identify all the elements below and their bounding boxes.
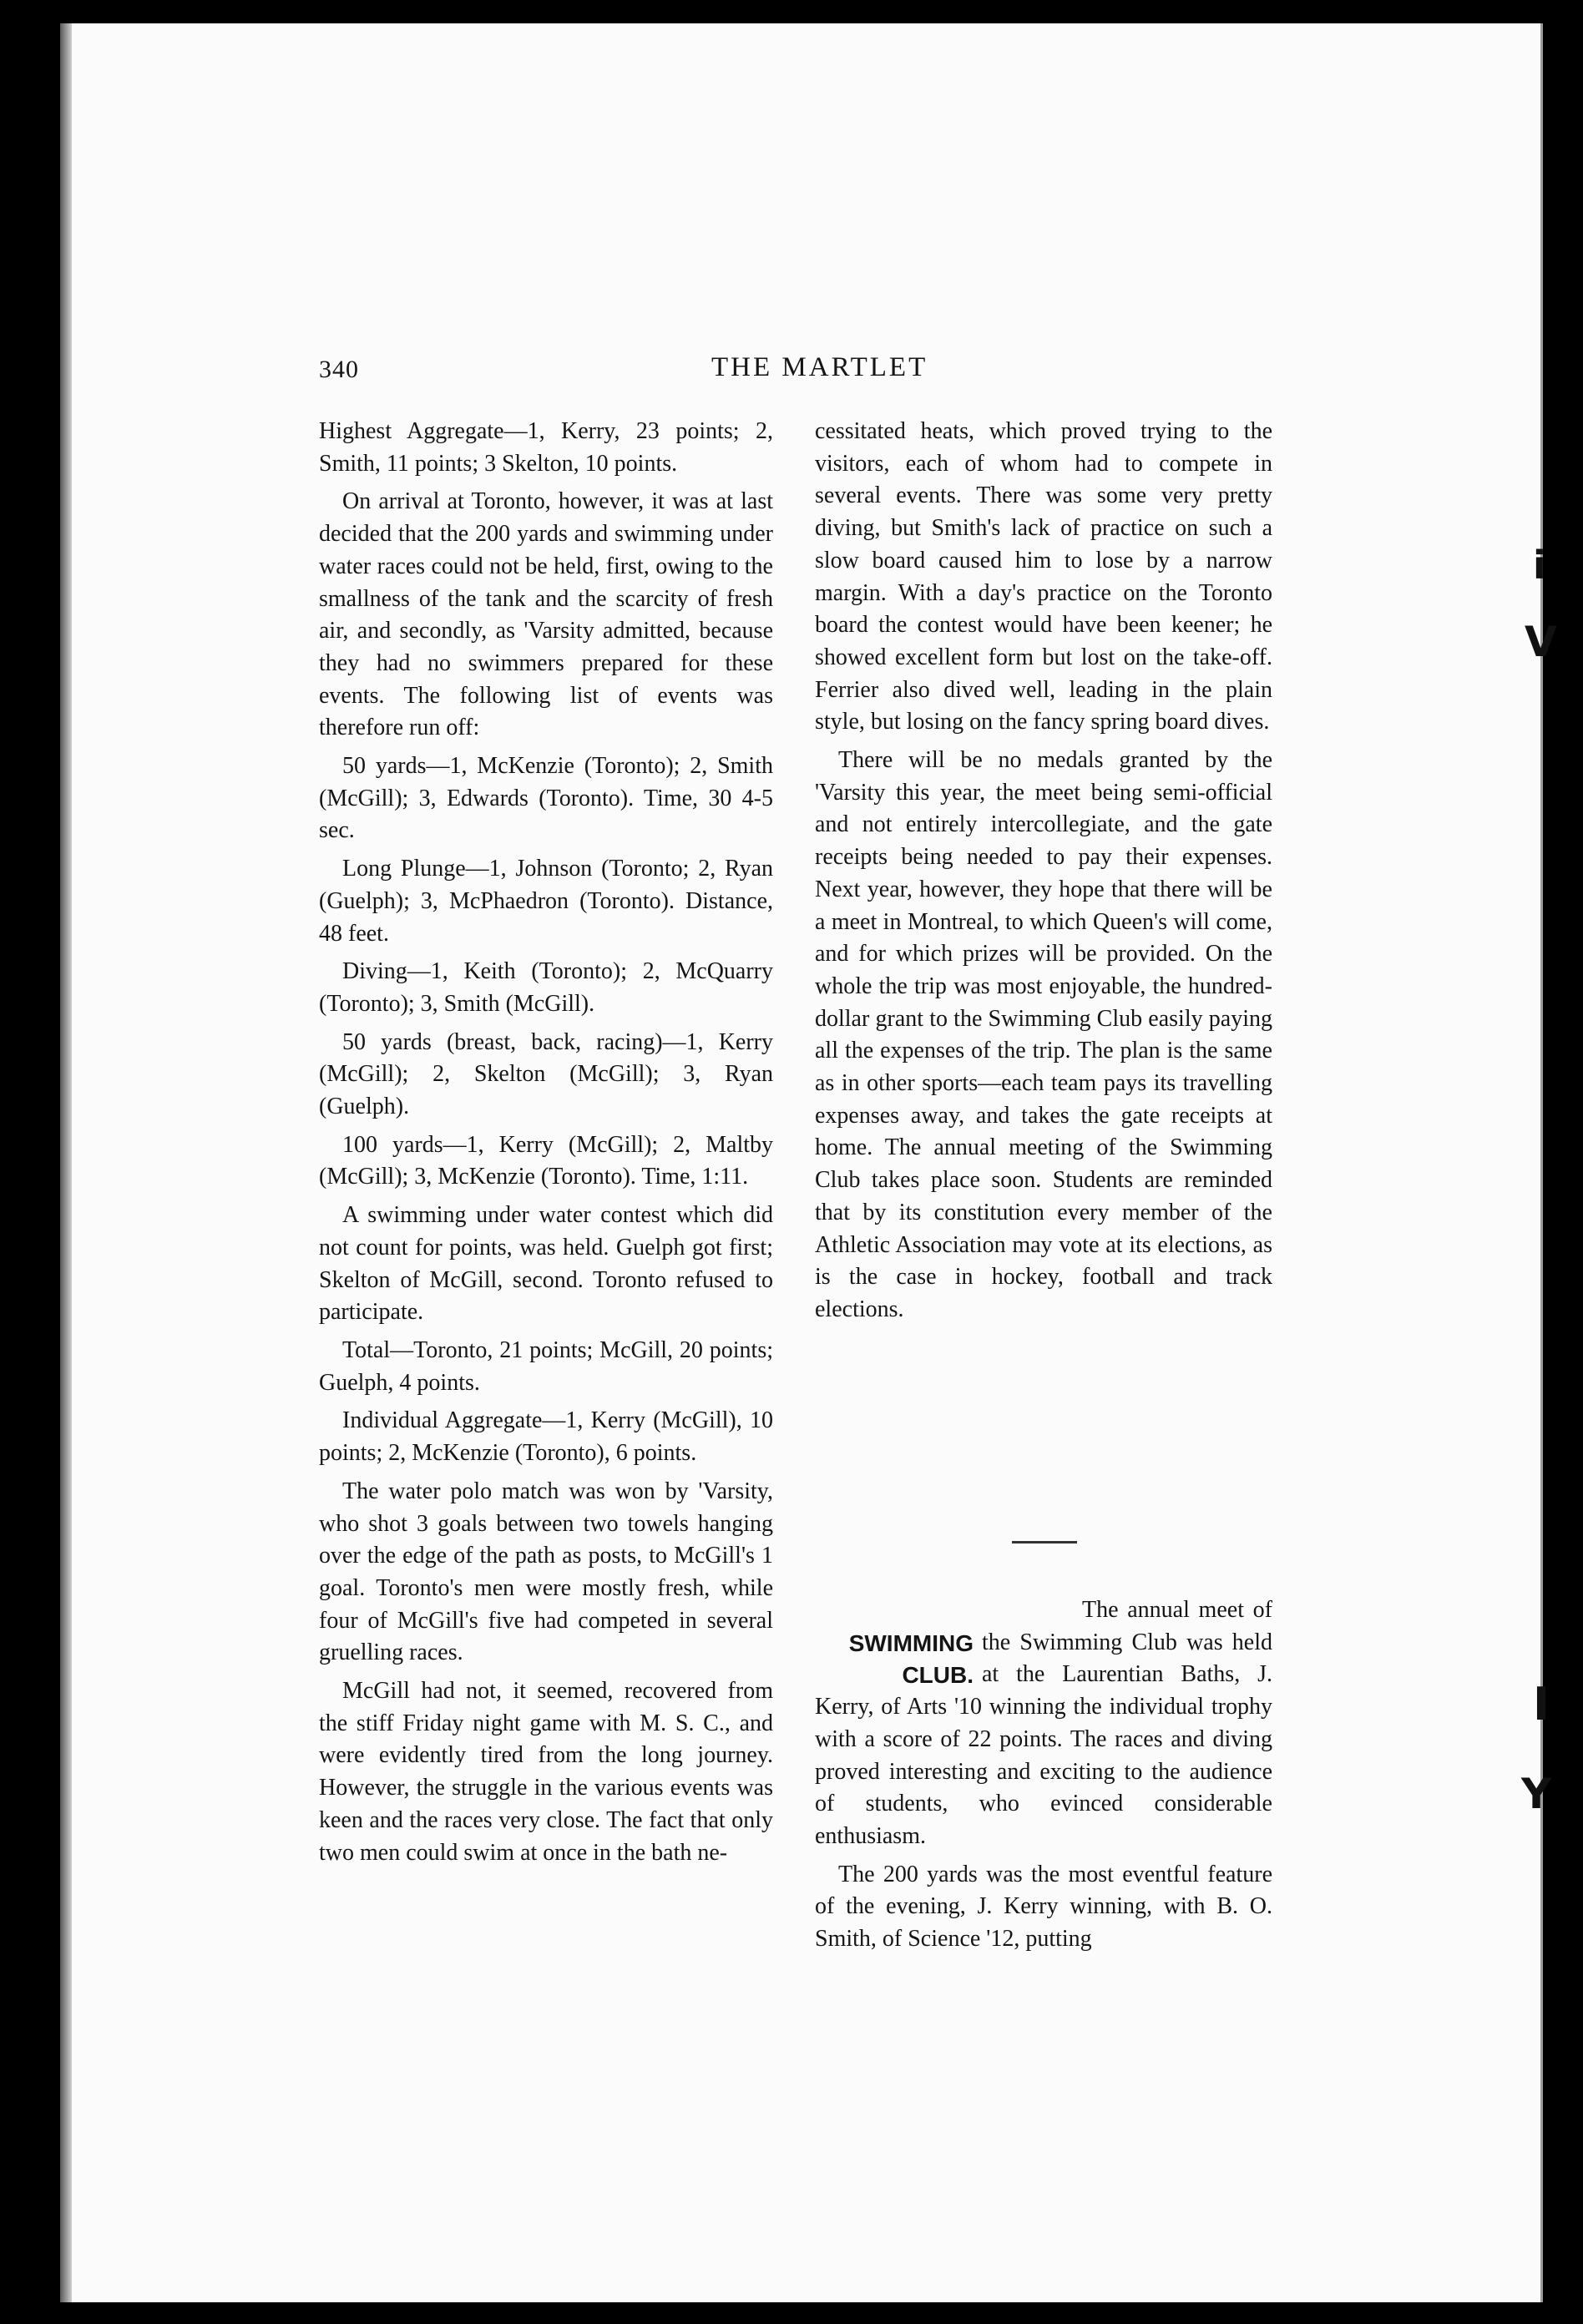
paragraph: On arrival at Toronto, however, it was at last decided that the 200 yards and swimming under water races could not be held, first, owing to the smallness of the tank and the scarcity of fresh air, and secondly, as 'Varsity admitted, because they had no swimmers prepared for these events. The following list of events was therefore run off: bbox=[319, 488, 773, 741]
margin-mark: I bbox=[1533, 1678, 1550, 1730]
margin-mark: i bbox=[1533, 543, 1546, 588]
heading-line: SWIMMING bbox=[848, 1630, 974, 1656]
page-number: 340 bbox=[319, 356, 359, 383]
paragraph: Individual Aggregate—1, Kerry (McGill), 10 points; 2, McKenzie (Toronto), 6 points. bbox=[319, 1407, 773, 1467]
paragraph: 50 yards—1, McKenzie (Toronto); 2, Smith (McGill); 3, Edwards (Toronto). Time, 30 4-5 sec. bbox=[319, 753, 773, 844]
paragraph: The 200 yards was the most eventful feature of the evening, J. Kerry winning, with B. O. Smith, of Science '12, putting bbox=[815, 1861, 1272, 1953]
paragraph: Total—Toronto, 21 points; McGill, 20 points; Guelph, 4 points. bbox=[319, 1336, 773, 1396]
running-title: THE MARTLET bbox=[711, 352, 928, 382]
paragraph: 50 yards (breast, back, racing)—1, Kerry (McGill); 2, Skelton (McGill); 3, Ryan (Guelph). bbox=[319, 1028, 773, 1120]
paragraph: The annual meet of the Swimming Club was held at the Laurentian Baths, J. Kerry, of Arts '10 winning the individual trophy with a score of 22 points. The races and diving proved interesting and exciting to the audience of students, who evinced considerable enthusiasm. bbox=[815, 1597, 1272, 1849]
paragraph: McGill had not, it seemed, recovered from the stiff Friday night game with M. S. C., and were evidently tired from the long journey. However, the struggle in the various events was keen and the races very close. The fact that only two men could swim at once in the bath ne- bbox=[319, 1678, 773, 1866]
paragraph: The water polo match was won by 'Varsity, who shot 3 goals between two towels hanging over the edge of the path as posts, to McGill's 1 goal. Toronto's men were mostly fresh, while four of McGill's five had competed in several gruelling races. bbox=[319, 1478, 773, 1666]
paragraph: There will be no medals granted by the 'Varsity this year, the meet being semi-official and not entirely intercollegiate, and the gate receipts being needed to pay their expenses. Next year, however, they hope that there will be a meet in Montreal, to which Queen's will come, and for which prizes will be provided. On the whole the trip was most enjoyable, the hundred-dollar grant to the Swimming Club easily paying all the expenses of the trip. The plan is the same as in other sports—each team pays its travelling expenses away, and takes the gate receipts at home. The annual meeting of the Swimming Club takes place soon. Students are reminded that by its constitution every member of the Athletic Association may vote at its elections, as is the case in hockey, football and track elections. bbox=[815, 747, 1272, 1322]
margin-mark: V bbox=[1525, 618, 1557, 666]
paragraph: 100 yards—1, Kerry (McGill); 2, Maltby (McGill); 3, McKenzie (Toronto). Time, 1:11. bbox=[319, 1131, 773, 1190]
swimming-club-section bbox=[815, 1594, 1272, 1962]
paragraph: Highest Aggregate—1, Kerry, 23 points; 2, Smith, 11 points; 3 Skelton, 10 points. bbox=[319, 418, 773, 477]
paragraph: cessitated heats, which proved trying to the visitors, each of whom had to compete in several events. There was some very pretty diving, but Smith's lack of practice on such a slow board caused him to lose by a narrow margin. With a day's practice on the Toronto board the contest would have been keener; he showed excellent form but lost on the take-off. Ferrier also dived well, leading in the plain style, but losing on the fancy spring board dives. bbox=[815, 418, 1272, 735]
left-column bbox=[319, 416, 773, 1875]
section-divider bbox=[1012, 1541, 1077, 1543]
heading-space bbox=[815, 1628, 982, 1691]
binding-shadow bbox=[60, 23, 72, 2302]
paragraph: Diving—1, Keith (Toronto); 2, McQuarry (Toronto); 3, Smith (McGill). bbox=[319, 958, 773, 1017]
margin-mark: Y bbox=[1521, 1770, 1552, 1818]
paragraph: Long Plunge—1, Johnson (Toronto; 2, Ryan (Guelph); 3, McPhaedron (Toronto). Distance, 48 feet. bbox=[319, 856, 773, 947]
paragraph: A swimming under water contest which did not count for points, was held. Guelph got first; Skelton of McGill, second. Toronto refused to participate. bbox=[319, 1202, 773, 1326]
page-header bbox=[319, 349, 1304, 399]
right-column bbox=[815, 416, 1272, 1332]
scan-edge bbox=[1546, 63, 1583, 2316]
heading-line: CLUB. bbox=[902, 1662, 974, 1688]
